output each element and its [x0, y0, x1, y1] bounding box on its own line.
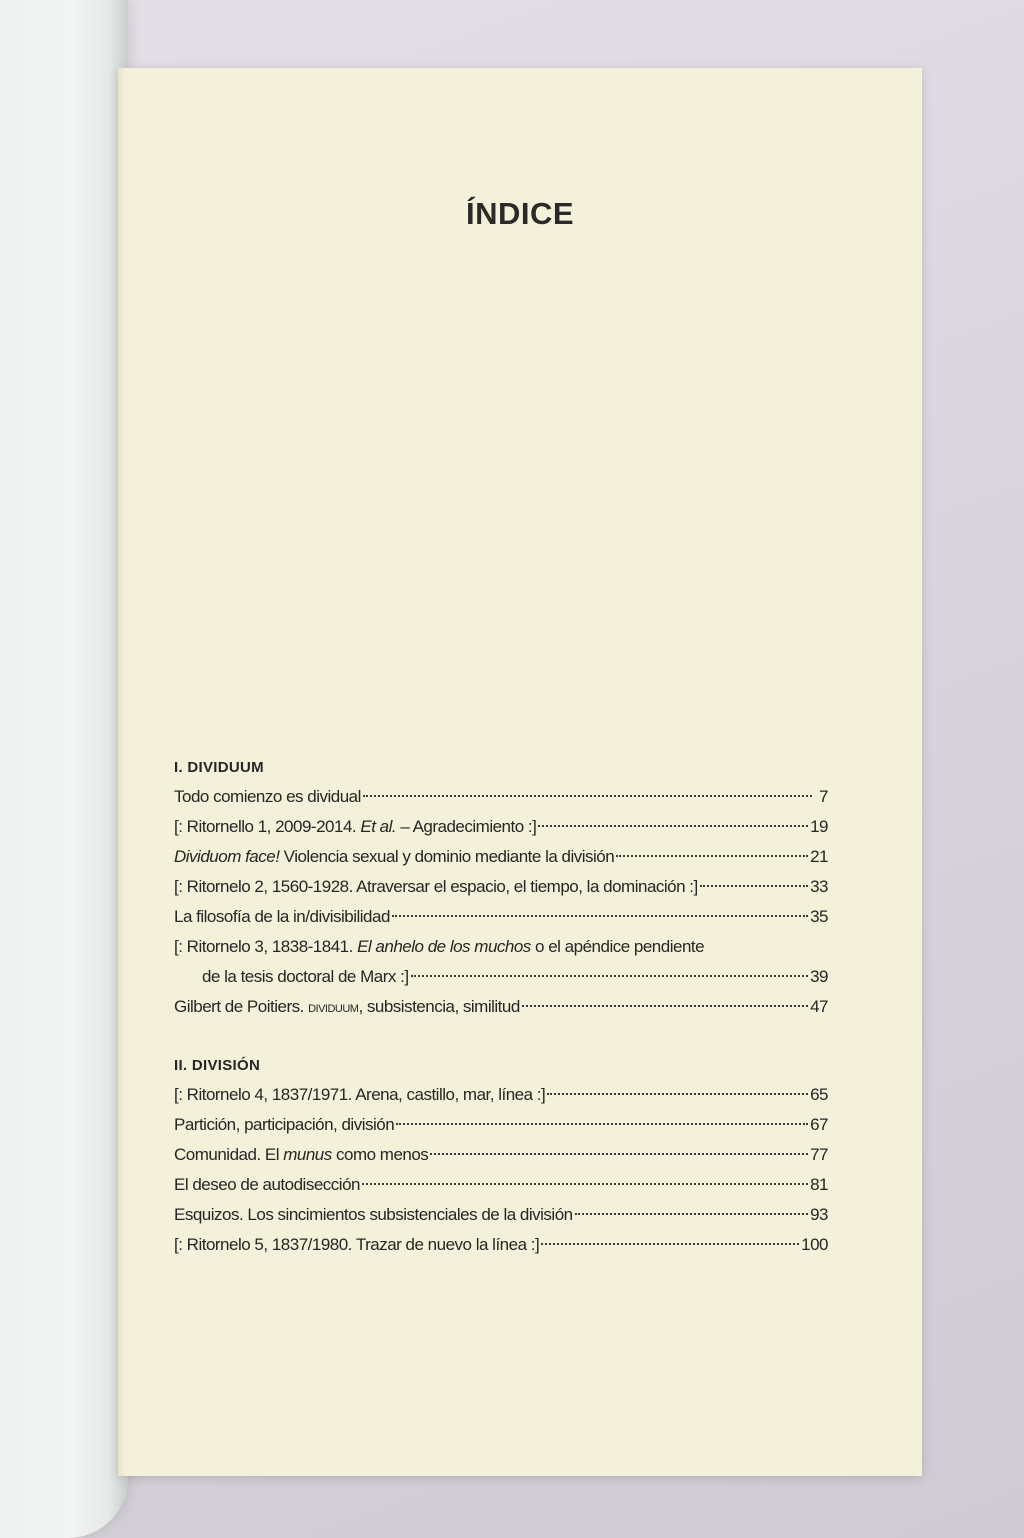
toc-entry [174, 812, 828, 842]
book-page [118, 68, 922, 1476]
toc-entry [174, 1230, 828, 1260]
page-number: 100 [801, 1235, 828, 1254]
page-number: 65 [810, 1085, 828, 1104]
entry-title-smallcaps: dividuum [308, 999, 359, 1016]
toc-entry [174, 992, 828, 1022]
dot-leader [411, 975, 809, 977]
entry-title: Todo comienzo es dividual [174, 787, 361, 806]
dot-leader [538, 825, 808, 827]
page-number: 35 [810, 907, 828, 926]
entry-title: El deseo de autodisección [174, 1175, 360, 1194]
entry-title: Esquizos. Los sincimientos subsistenciales de la división [174, 1205, 573, 1224]
entry-title-part: Gilbert de Poitiers. [174, 997, 309, 1016]
entry-title-part: , subsistencia, similitud [358, 997, 520, 1016]
dot-leader [363, 795, 812, 797]
page-number: 81 [810, 1175, 828, 1194]
page-edge-shadow [118, 68, 126, 1476]
dot-leader [575, 1213, 808, 1215]
entry-title: Partición, participación, división [174, 1115, 395, 1134]
entry-title-emphasis: munus [283, 1145, 332, 1164]
entry-title [174, 992, 520, 1023]
dot-leader [616, 855, 808, 857]
page-number: 47 [810, 997, 828, 1016]
toc-entry [174, 842, 828, 872]
entry-title [174, 1140, 428, 1170]
entry-title-part: o el apéndice pendiente [530, 937, 705, 956]
dot-leader [522, 1005, 808, 1007]
page-number: 33 [810, 877, 828, 896]
entry-title-part: Violencia sexual y dominio mediante la división [279, 847, 615, 866]
entry-title: La filosofía de la in/divisibilidad [174, 907, 390, 926]
page-number: 93 [810, 1205, 828, 1224]
toc-entry [174, 1110, 828, 1140]
entry-title: de la tesis doctoral de Marx :] [202, 967, 409, 986]
toc-entry [174, 902, 828, 932]
entry-title-part: como menos [331, 1145, 429, 1164]
entry-title: [: Ritornelo 2, 1560-1928. Atraversar el espacio, el tiempo, la dominación :] [174, 877, 698, 896]
dot-leader [392, 915, 808, 917]
page-number: 77 [810, 1145, 828, 1164]
entry-title-part: Comunidad. El [174, 1145, 284, 1164]
page-number: 7 [819, 787, 828, 806]
toc-entry [174, 872, 828, 902]
page-number: 19 [810, 817, 828, 836]
page-number: 39 [810, 967, 828, 986]
section-heading: II. DIVISIÓN [174, 1057, 261, 1074]
entry-title: [: Ritornelo 5, 1837/1980. Trazar de nuevo la línea :] [174, 1235, 540, 1254]
dot-leader [396, 1123, 808, 1125]
table-of-contents [174, 754, 828, 1260]
entry-title [174, 842, 614, 872]
toc-entry [174, 782, 828, 812]
dot-leader [430, 1153, 808, 1155]
toc-entry [174, 1170, 828, 1200]
entry-title: [: Ritornelo 4, 1837/1971. Arena, castillo, mar, línea :] [174, 1085, 546, 1104]
entry-title-emphasis: El anhelo de los muchos [357, 937, 531, 956]
section-spacer [174, 1022, 828, 1052]
entry-title-part: [: Ritornello 1, 2009-2014. [174, 817, 361, 836]
dot-leader [362, 1183, 808, 1185]
page-number: 67 [810, 1115, 828, 1134]
toc-entry [174, 1080, 828, 1110]
entry-title-part: – Agradecimiento :] [396, 817, 537, 836]
page-title: ÍNDICE [465, 196, 575, 231]
dot-leader [541, 1243, 799, 1245]
toc-entry [174, 1200, 828, 1230]
entry-title-emphasis: Et al. [360, 817, 397, 836]
facing-page [0, 0, 128, 1538]
entry-title [174, 932, 704, 962]
entry-title-emphasis: Dividuom face! [174, 847, 280, 866]
toc-entry-continuation [174, 962, 828, 992]
dot-leader [547, 1093, 808, 1095]
page-number: 21 [810, 847, 828, 866]
toc-entry [174, 932, 828, 962]
section-heading: I. DIVIDUUM [174, 759, 264, 776]
dot-leader [700, 885, 808, 887]
entry-title [174, 812, 536, 842]
toc-entry [174, 1140, 828, 1170]
entry-title-part: [: Ritornelo 3, 1838-1841. [174, 937, 358, 956]
